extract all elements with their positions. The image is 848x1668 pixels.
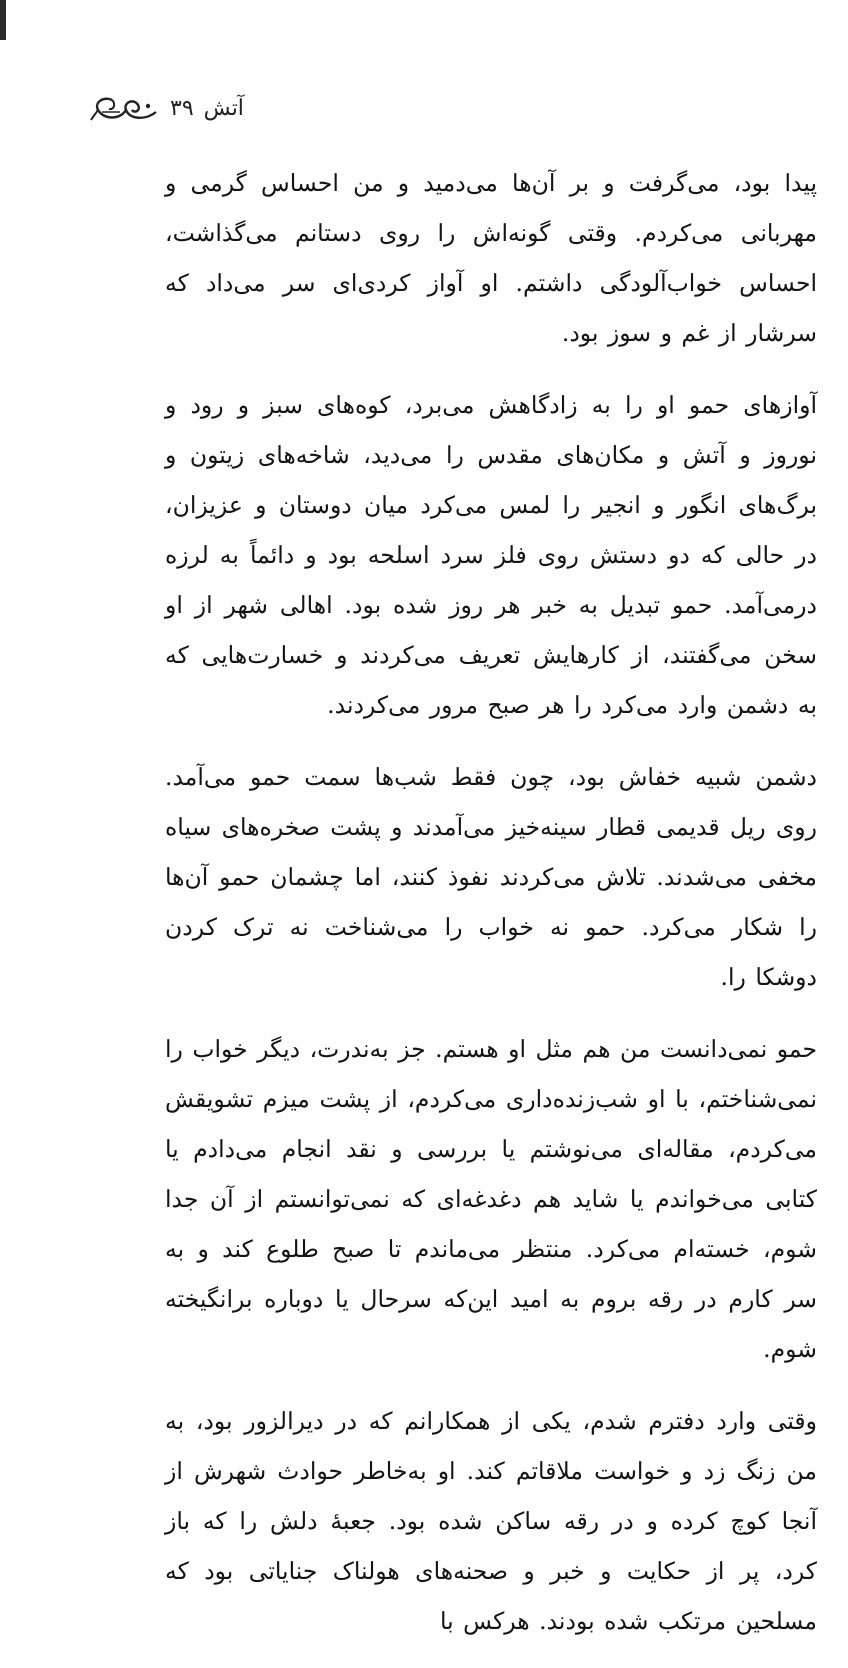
paragraph-1: پیدا بود، می‌گرفت و بر آن‌ها می‌دمید و من احساس گرمی و مهربانی می‌کردم. وقتی گونه‌اش را روی دستانم می‌گذاشت، احساس خواب‌آلودگی داشتم. او آواز کردی‌ای سر می‌داد که سرشار از غم و سوز بود. [165, 169, 817, 347]
decorative-swirl-icon [90, 90, 160, 126]
binding-edge [0, 0, 6, 40]
body-text [165, 158, 817, 1668]
page-header [90, 88, 244, 128]
paragraph-4: حمو نمی‌دانست من هم مثل او هستم. جز به‌ندرت، دیگر خواب را نمی‌شناختم، با او شب‌زنده‌داری می‌کردم، از پشت میزم تشویقش می‌کردم، مقاله‌ای می‌نوشتم یا بررسی و نقد انجام می‌دادم یا کتابی می‌خواندم یا شاید هم دغدغه‌ای که نمی‌توانستم از آن جدا شوم، خسته‌ام می‌کرد. منتظر می‌ماندم تا صبح طلوع کند و به سر کارم در رقه بروم به امید این‌که سرحال یا دوباره برانگیخته شوم. [165, 1035, 817, 1363]
paragraph-2: آوازهای حمو او را به زادگاهش می‌برد، کوه‌های سبز و رود و نوروز و آتش و مکان‌های مقدس را می‌دید، شاخه‌های زیتون و برگ‌های انگور و انجیر را لمس می‌کرد میان دوستان و عزیزان، در حالی که دو دستش روی فلز سرد اسلحه بود و دائماً به لرزه درمی‌آمد. حمو تبدیل به خبر هر روز شده بود. اهالی شهر از او سخن می‌گفتند، از کارهایش تعریف می‌کردند و خسارت‌هایی که به دشمن وارد می‌کرد را هر صبح مرور می‌کردند. [165, 391, 817, 719]
running-title: آتش [203, 95, 244, 121]
page-number: ۳۹ [170, 95, 194, 121]
paragraph-5: وقتی وارد دفترم شدم، یکی از همکارانم که در دیرالزور بود، به من زنگ زد و خواست ملاقاتم کند. او به‌خاطر حوادث شهرش از آنجا کوچ کرده و در رقه ساکن شده بود. جعبهٔ دلش را که باز کرد، پر از حکایت و خبر و صحنه‌های هولناک جنایاتی بود که مسلحین مرتکب شده بودند. هرکس با [165, 1407, 817, 1635]
paragraph-3: دشمن شبیه خفاش بود، چون فقط شب‌ها سمت حمو می‌آمد. روی ریل قدیمی قطار سینه‌خیز می‌آمدند و پشت صخره‌های سیاه مخفی می‌شدند. تلاش می‌کردند نفوذ کنند، اما چشمان حمو آن‌ها را شکار می‌کرد. حمو نه خواب را می‌شناخت نه ترک کردن دوشکا را. [165, 763, 817, 991]
